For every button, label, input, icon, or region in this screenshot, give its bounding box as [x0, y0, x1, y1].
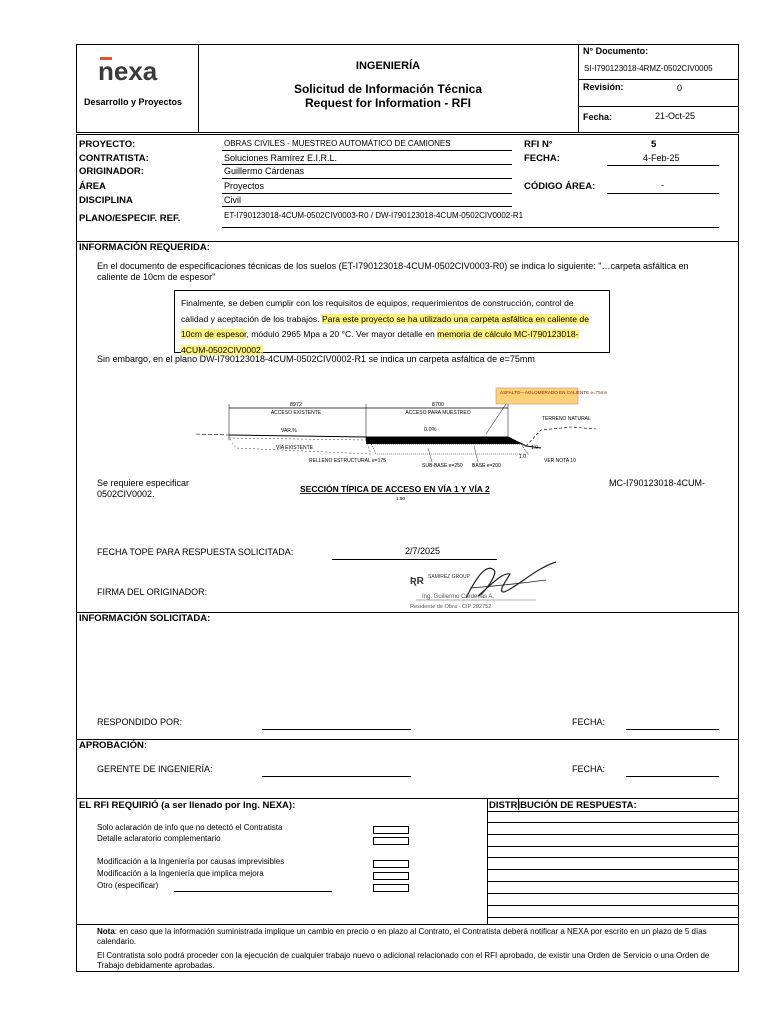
originador-label: ORIGINADOR:	[79, 166, 144, 177]
note-bold: Nota	[97, 927, 115, 936]
rfi-option-5: Otro (especificar)	[97, 881, 159, 890]
originador-underline	[222, 178, 512, 179]
disciplina-label: DISCIPLINA	[79, 195, 133, 206]
distribution-row-line	[487, 881, 739, 882]
rfi-number-label: RFI N°	[524, 139, 553, 150]
subbase-label: SUB-BASE e=250	[422, 463, 463, 469]
dimension-2: 8700	[431, 402, 445, 408]
quote-highlight-2: memoria de cálculo MC-I790123018-4CUM-0502CIV0002.	[181, 329, 579, 355]
fecha-underline	[607, 165, 719, 166]
contratista-value: Soluciones Ramírez E.I.R.L.	[224, 153, 338, 163]
rfi-required-heading: EL RFI REQUIRIÓ (a ser llenado por Ing. NEXA):	[79, 800, 296, 811]
originador-value: Guillermo Cárdenas	[224, 166, 305, 176]
revision-value: 0	[677, 83, 683, 93]
spec-quote-box	[174, 290, 610, 353]
contratista-label: CONTRATISTA:	[79, 153, 149, 164]
area-label: ÁREA	[79, 181, 106, 192]
plano-label: PLANO/ESPECIF. REF.	[79, 213, 181, 224]
codigo-area-value: -	[661, 180, 664, 190]
fecha-value: 4-Feb-25	[643, 153, 680, 163]
rfi-option-3: Modificación a la Ingeniería por causas imprevisibles	[97, 857, 285, 866]
firma-label: FIRMA DEL ORIGINADOR:	[97, 587, 208, 597]
codigo-area-label: CÓDIGO ÁREA:	[524, 181, 596, 192]
requerida-paragraph-3c: 0502CIV0002.	[97, 489, 155, 499]
disciplina-underline	[222, 206, 512, 207]
requerida-paragraph-1: En el documento de especificaciones técnicas de los suelos (ET-I790123018-4CUM-0502CIV0003-R0) se indica lo siguiente: "…carpeta asfáltica en caliente de 10cm de espesor"	[97, 261, 689, 282]
aprobacion-heading: APROBACIÓN:	[79, 740, 148, 751]
note-text: : en caso que la información suministrada implique un cambio en precio o en plazo al Contrato, el Contratista deberá notificar a NEXA por escrito en un plazo de 5 días calendario.	[97, 927, 707, 946]
note-1	[97, 927, 717, 947]
requerida-paragraph-2: Sin embargo, en el plano DW-I790123018-4CUM-0502CIV0002-R1 se indica un carpeta asfáltica de e=75mm	[97, 354, 535, 364]
quote-highlight-1: Para este proyecto se ha utilizado una carpeta asfáltica en caliente de 10cm de espesor	[181, 313, 589, 339]
terrain-label: TERRENO NATURAL	[542, 416, 591, 422]
disciplina-value: Civil	[224, 195, 241, 205]
stamp-name: Ing. Guillermo Cárdenas A.	[422, 594, 495, 600]
header-row-line	[578, 79, 739, 80]
area-underline	[222, 193, 512, 194]
dimension-1: 8972	[289, 402, 303, 408]
distribution-row-line	[487, 811, 739, 812]
header-row-line	[578, 106, 739, 107]
otro-underline	[174, 891, 332, 892]
section-divider	[76, 739, 739, 740]
drawing-scale: 1:50	[396, 496, 405, 501]
fecha-label: FECHA:	[524, 153, 560, 164]
solicitada-fecha-label: FECHA:	[572, 717, 606, 727]
signature-icon	[406, 558, 566, 612]
requerida-heading: INFORMACIÓN REQUERIDA:	[79, 242, 210, 253]
rfi-option-2: Detalle aclaratorio complementario	[97, 834, 221, 843]
header-date-value: 21-Oct-25	[655, 111, 696, 121]
respondido-underline	[262, 729, 411, 730]
nexa-logo-icon	[98, 54, 190, 84]
proyecto-value: OBRAS CIVILES - MUESTREO AUTOMÁTICO DE CAMIONES	[224, 139, 451, 148]
distribution-row-line	[487, 893, 739, 894]
contratista-underline	[222, 164, 512, 165]
fecha-tope-value: 2/7/2025	[405, 546, 441, 556]
svg-text:ƦR: ƦR	[410, 576, 424, 587]
header-date-label: Fecha:	[583, 112, 613, 122]
slope-ratio-2: 1.0	[519, 454, 526, 460]
rfi-option-1-checkbox[interactable]	[373, 826, 409, 834]
rfi-option-3-checkbox[interactable]	[373, 860, 409, 868]
dimension-2-label: ACCESO PARA MUESTREO	[405, 410, 471, 416]
fill-label: RELLENO ESTRUCTURAL e=175	[309, 458, 386, 464]
section-drawing	[196, 382, 607, 506]
aprobacion-fecha-underline	[626, 776, 719, 777]
asphalt-callout: ASFALTO—AGLOMERADO EN CALIENTE e=75mm	[500, 390, 607, 395]
base-label: BASE e=200	[472, 463, 501, 469]
quote-text-1: Finalmente, se deben cumplir con los requisitos de equipos, requerimientos de construcción, control de calidad y aceptación de los trabajos.	[181, 298, 574, 324]
rfi-option-1: Solo aclaración de info que no detectó el Contratista	[97, 823, 283, 832]
drawing-title: SECCIÓN TÍPICA DE ACCESO EN VÍA 1 Y VÍA 2	[300, 484, 490, 494]
signature-stamp	[406, 558, 566, 612]
existing-road-label: VÍA EXISTENTE	[276, 445, 313, 451]
codigo-underline	[607, 193, 719, 194]
quote-text-2: , módulo 2965 Mpa a 20 °C. Ver mayor detalle en	[246, 329, 438, 339]
proyecto-underline	[222, 150, 512, 151]
distribution-heading: DISTRIBUCIÓN DE RESPUESTA:	[489, 800, 637, 811]
road-section-drawing	[196, 382, 607, 506]
rfi-option-4-checkbox[interactable]	[373, 872, 409, 880]
solicitada-fecha-underline	[626, 729, 719, 730]
distribution-row-line	[487, 869, 739, 870]
department-label: Desarrollo y Proyectos	[84, 97, 183, 107]
nexa-logo	[98, 54, 190, 89]
distribution-row-line	[487, 905, 739, 906]
dimension-1-label: ACCESO EXISTENTE	[270, 410, 322, 416]
plano-underline	[222, 227, 719, 228]
distribution-row-line	[487, 834, 739, 835]
header-divider-right	[578, 44, 579, 133]
rfi-option-5-checkbox[interactable]	[373, 884, 409, 892]
solicitada-heading: INFORMACIÓN SOLICITADA:	[79, 613, 211, 624]
respondido-label: RESPONDIDO POR:	[97, 717, 183, 727]
requerida-paragraph-3a: Se requiere especificar	[97, 478, 190, 488]
form-title-en: Request for Information - RFI	[305, 96, 471, 110]
distribution-row-line	[487, 917, 739, 918]
distribution-row-line	[487, 822, 739, 823]
aprobacion-fecha-label: FECHA:	[572, 764, 606, 774]
slope-var: VAR.%	[281, 428, 297, 434]
distribution-row-line	[487, 857, 739, 858]
doc-number-label: N° Documento:	[583, 46, 649, 56]
stamp-company: SAMIREZ GROUP	[428, 574, 470, 580]
slope-ratio-1: 1.0	[531, 445, 538, 451]
section-divider	[76, 924, 739, 925]
requerida-paragraph-3b: MC-I790123018-4CUM-	[609, 478, 706, 488]
gerente-underline	[262, 776, 411, 777]
rfi-number-value: 5	[651, 139, 657, 150]
rfi-option-4: Modificación a la Ingeniería que implica mejora	[97, 869, 264, 878]
note-2: El Contratista solo podrá proceder con la ejecución de cualquier trabajo nuevo o adicional relacionado con el RFI aprobado, de existir una Orden de Servicio o una Orden de Trabajo debidamente aprobadas.	[97, 951, 710, 970]
fecha-tope-label: FECHA TOPE PARA RESPUESTA SOLICITADA:	[97, 547, 294, 557]
distribution-row-line	[487, 846, 739, 847]
proyecto-label: PROYECTO:	[79, 139, 136, 150]
distribution-column	[518, 798, 519, 810]
form-title-es: Solicitud de Información Técnica	[293, 82, 483, 96]
area-value: Proyectos	[224, 181, 265, 191]
plano-value: ET-I790123018-4CUM-0502CIV0003-R0 / DW-I790123018-4CUM-0502CIV0002-R1	[224, 211, 524, 220]
gerente-label: GERENTE DE INGENIERÍA:	[97, 764, 213, 774]
section-divider	[76, 798, 739, 799]
revision-label: Revisión:	[583, 82, 624, 92]
rfi-option-2-checkbox[interactable]	[373, 837, 409, 845]
doc-number-value: SI-I790123018-4RMZ-0502CIV0005	[584, 64, 713, 73]
logo-text: nexa	[98, 56, 158, 84]
slope-zero: 0.0%	[424, 427, 437, 433]
see-note-label: VER NOTA 10	[544, 458, 576, 464]
section-title: INGENIERÍA	[355, 60, 421, 72]
stamp-role: Residente de Obra - CIP 292752	[410, 604, 492, 610]
